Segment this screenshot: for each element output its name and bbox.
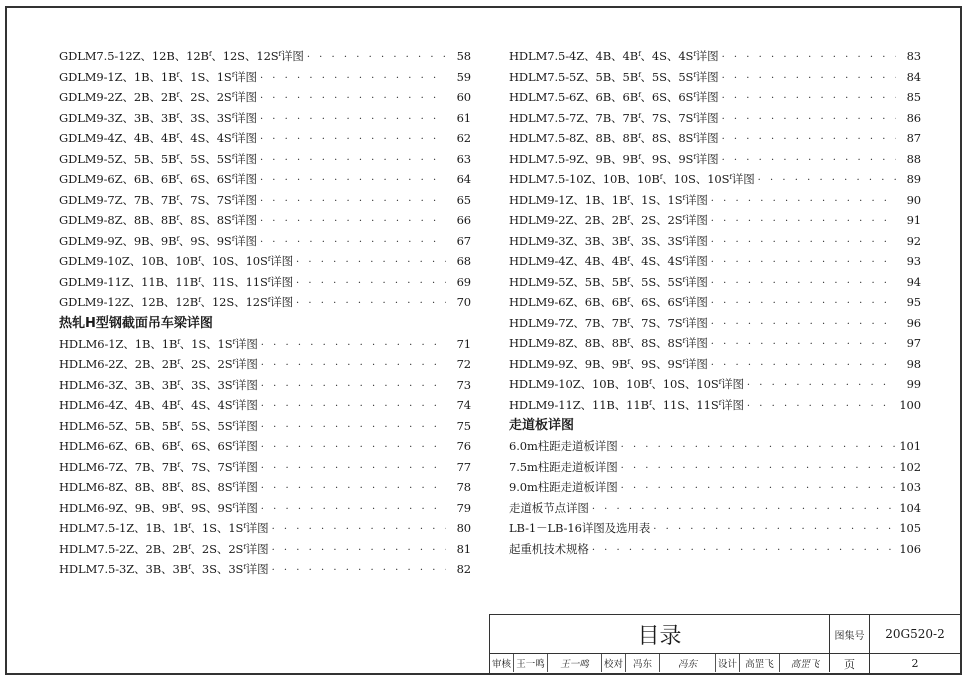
- toc-entry-title: GDLM9-2Z、2B、2Bᶠ、2S、2Sᶠ详图: [59, 90, 257, 104]
- toc-entry-title: HDLM7.5-8Z、8B、8Bᶠ、8S、8Sᶠ详图: [509, 131, 719, 145]
- dot-leader: [296, 294, 446, 315]
- toc-entry-title: HDLM6-6Z、6B、6Bᶠ、6S、6Sᶠ详图: [59, 439, 258, 453]
- toc-entry-page: 59: [456, 69, 471, 84]
- toc-entry-page: 89: [906, 172, 921, 186]
- toc-entry-page: 67: [456, 233, 471, 248]
- dot-leader: [621, 438, 896, 459]
- dot-leader: [260, 69, 446, 90]
- review-role: 审核: [490, 654, 514, 672]
- toc-entry[interactable]: [509, 354, 921, 375]
- toc-entry[interactable]: [509, 333, 921, 354]
- toc-right-column: [509, 46, 921, 559]
- dot-leader: [722, 151, 896, 172]
- toc-entry-page: 58: [456, 49, 471, 63]
- section-heading: 走道板详图: [509, 418, 575, 433]
- dot-leader: [272, 520, 446, 541]
- dot-leader: [711, 356, 896, 377]
- atlas-number-label: 图集号: [830, 615, 870, 654]
- toc-entry-page: 72: [456, 357, 471, 371]
- toc-entry-page: 90: [906, 192, 921, 207]
- toc-entry-title: HDLM7.5-1Z、1B、1Bᶠ、1S、1Sᶠ详图: [59, 521, 269, 535]
- title-block: [489, 614, 960, 673]
- toc-entry[interactable]: [509, 46, 921, 67]
- design-signature: 高罡飞: [790, 659, 820, 670]
- toc-entry-title: HDLM6-7Z、7B、7Bᶠ、7S、7Sᶠ详图: [59, 459, 258, 474]
- toc-entry-page: 75: [456, 418, 471, 433]
- toc-entry-page: 106: [899, 541, 921, 556]
- toc-entry-page: 103: [899, 480, 921, 494]
- toc-entry-page: 84: [906, 69, 921, 84]
- toc-entry[interactable]: [59, 169, 471, 190]
- toc-entry[interactable]: [59, 292, 471, 313]
- dot-leader: [711, 212, 896, 233]
- dot-leader: [711, 315, 896, 336]
- toc-entry[interactable]: [59, 87, 471, 108]
- toc-entry-title: HDLM6-9Z、9B、9Bᶠ、9S、9Sᶠ详图: [59, 500, 258, 515]
- toc-entry-page: 85: [906, 90, 921, 104]
- check-name: 冯东: [626, 654, 660, 672]
- toc-entry-page: 104: [899, 500, 921, 515]
- toc-entry-title: HDLM7.5-7Z、7B、7Bᶠ、7S、7Sᶠ详图: [509, 110, 719, 125]
- page-label: 页: [830, 654, 870, 674]
- dot-leader: [307, 48, 446, 69]
- toc-entry[interactable]: [509, 395, 921, 416]
- toc-entry-title: LB-1－LB-16详图及选用表: [509, 521, 651, 535]
- toc-entry-page: 92: [906, 233, 921, 248]
- toc-entry[interactable]: [509, 518, 921, 539]
- toc-entry-page: 68: [456, 254, 471, 268]
- dot-leader: [261, 438, 446, 459]
- dot-leader: [722, 89, 896, 110]
- toc-entry-title: 走道板节点详图: [509, 500, 589, 515]
- toc-entry-page: 62: [456, 131, 471, 145]
- toc-entry[interactable]: [509, 87, 921, 108]
- toc-entry-title: HDLM7.5-5Z、5B、5Bᶠ、5S、5Sᶠ详图: [509, 69, 719, 84]
- toc-entry-title: HDLM9-6Z、6B、6Bᶠ、6S、6Sᶠ详图: [509, 295, 708, 309]
- dot-leader: [758, 171, 896, 192]
- toc-entry[interactable]: [59, 416, 471, 437]
- toc-entry[interactable]: [59, 149, 471, 170]
- toc-entry-title: HDLM7.5-10Z、10B、10Bᶠ、10S、10Sᶠ详图: [509, 172, 755, 186]
- toc-entry-page: 102: [899, 459, 921, 474]
- dot-leader: [261, 397, 446, 418]
- toc-entry[interactable]: [59, 190, 471, 211]
- toc-entry-title: HDLM9-10Z、10B、10Bᶠ、10S、10Sᶠ详图: [509, 377, 744, 391]
- toc-left-column: [59, 46, 471, 580]
- toc-entry[interactable]: [59, 334, 471, 355]
- dot-leader: [261, 418, 446, 439]
- toc-entry[interactable]: [509, 169, 921, 190]
- dot-leader: [260, 171, 446, 192]
- dot-leader: [272, 541, 446, 562]
- dot-leader: [621, 459, 896, 480]
- dot-leader: [261, 377, 446, 398]
- toc-entry[interactable]: [509, 313, 921, 334]
- toc-entry-title: GDLM9-6Z、6B、6Bᶠ、6S、6Sᶠ详图: [59, 172, 257, 186]
- toc-entry-title: GDLM9-12Z、12B、12Bᶠ、12S、12Sᶠ详图: [59, 295, 294, 309]
- toc-entry[interactable]: [59, 457, 471, 478]
- toc-entry-title: HDLM7.5-9Z、9B、9Bᶠ、9S、9Sᶠ详图: [509, 151, 719, 166]
- toc-entry-title: GDLM9-5Z、5B、5Bᶠ、5S、5Sᶠ详图: [59, 151, 257, 166]
- toc-entry[interactable]: [59, 498, 471, 519]
- dot-leader: [711, 233, 896, 254]
- dot-leader: [272, 561, 446, 582]
- toc-entry[interactable]: [509, 108, 921, 129]
- toc-entry-title: HDLM7.5-2Z、2B、2Bᶠ、2S、2Sᶠ详图: [59, 541, 269, 556]
- toc-entry[interactable]: [59, 108, 471, 129]
- toc-entry-page: 78: [456, 480, 471, 494]
- toc-entry[interactable]: [59, 251, 471, 272]
- toc-entry[interactable]: [509, 128, 921, 149]
- toc-entry[interactable]: [59, 272, 471, 293]
- toc-entry-title: HDLM9-11Z、11B、11Bᶠ、11S、11Sᶠ详图: [509, 397, 744, 412]
- dot-leader: [260, 212, 446, 233]
- toc-entry[interactable]: [509, 272, 921, 293]
- dot-leader: [722, 110, 896, 131]
- dot-leader: [260, 110, 446, 131]
- toc-entry-page: 82: [456, 562, 471, 576]
- dot-leader: [621, 479, 896, 500]
- toc-entry-page: 63: [456, 151, 471, 166]
- toc-entry[interactable]: [509, 477, 921, 498]
- toc-entry-page: 74: [456, 398, 471, 412]
- toc-entry-page: 91: [906, 213, 921, 227]
- dot-leader: [260, 89, 446, 110]
- toc-entry[interactable]: [509, 210, 921, 231]
- toc-entry-page: 83: [906, 49, 921, 63]
- toc-entry-title: HDLM6-1Z、1B、1Bᶠ、1S、1Sᶠ详图: [59, 336, 258, 351]
- dot-leader: [260, 130, 446, 151]
- toc-entry-title: HDLM9-1Z、1B、1Bᶠ、1S、1Sᶠ详图: [509, 192, 708, 207]
- toc-entry-title: 7.5m柱距走道板详图: [509, 459, 618, 474]
- dot-leader: [722, 130, 896, 151]
- toc-entry-title: HDLM9-9Z、9B、9Bᶠ、9S、9Sᶠ详图: [509, 356, 708, 371]
- toc-entry-title: HDLM6-4Z、4B、4Bᶠ、4S、4Sᶠ详图: [59, 398, 258, 412]
- toc-entry-page: 76: [456, 439, 471, 453]
- toc-entry-title: HDLM7.5-3Z、3B、3Bᶠ、3S、3Sᶠ详图: [59, 562, 269, 576]
- toc-entry[interactable]: [509, 457, 921, 478]
- dot-leader: [261, 500, 446, 521]
- toc-entry-title: GDLM9-11Z、11B、11Bᶠ、11S、11Sᶠ详图: [59, 274, 294, 289]
- toc-entry-title: GDLM7.5-12Z、12B、12Bᶠ、12S、12Sᶠ详图: [59, 49, 304, 63]
- dot-leader: [711, 294, 896, 315]
- toc-entry-title: GDLM9-10Z、10B、10Bᶠ、10S、10Sᶠ详图: [59, 254, 294, 268]
- toc-entry-title: HDLM9-5Z、5B、5Bᶠ、5S、5Sᶠ详图: [509, 274, 708, 289]
- toc-entry-page: 69: [456, 274, 471, 289]
- dot-leader: [261, 459, 446, 480]
- signature-row: [490, 654, 830, 672]
- toc-entry-page: 101: [899, 439, 921, 453]
- dot-leader: [261, 336, 446, 357]
- dot-leader: [296, 253, 446, 274]
- toc-entry-title: GDLM9-7Z、7B、7Bᶠ、7S、7Sᶠ详图: [59, 192, 257, 207]
- toc-entry-page: 95: [906, 295, 921, 309]
- toc-entry-page: 96: [906, 315, 921, 330]
- toc-entry-page: 94: [906, 274, 921, 289]
- dot-leader: [261, 479, 446, 500]
- toc-entry-page: 73: [456, 377, 471, 392]
- toc-entry-page: 105: [899, 521, 921, 535]
- dot-leader: [711, 335, 896, 356]
- dot-leader: [722, 69, 896, 90]
- dot-leader: [653, 520, 896, 541]
- dot-leader: [260, 151, 446, 172]
- drawing-sheet: [5, 6, 962, 675]
- toc-entry[interactable]: [59, 67, 471, 88]
- toc-entry-page: 87: [906, 131, 921, 145]
- section-heading: 热轧H型钢截面吊车梁详图: [59, 315, 213, 331]
- toc-entry[interactable]: [59, 559, 471, 580]
- toc-entry-page: 65: [456, 192, 471, 207]
- dot-leader: [747, 376, 896, 397]
- toc-entry-title: GDLM9-3Z、3B、3Bᶠ、3S、3Sᶠ详图: [59, 110, 257, 125]
- toc-entry-title: GDLM9-4Z、4B、4Bᶠ、4S、4Sᶠ详图: [59, 131, 257, 145]
- toc-entry[interactable]: [509, 251, 921, 272]
- dot-leader: [711, 253, 896, 274]
- toc-entry-title: HDLM9-2Z、2B、2Bᶠ、2S、2Sᶠ详图: [509, 213, 708, 227]
- check-signature: 冯东: [660, 654, 716, 672]
- toc-entry-title: HDLM7.5-4Z、4B、4Bᶠ、4S、4Sᶠ详图: [509, 49, 719, 63]
- review-signature: 王一鸣: [548, 654, 602, 672]
- dot-leader: [261, 356, 446, 377]
- toc-entry[interactable]: [59, 477, 471, 498]
- toc-entry-page: 98: [906, 356, 921, 371]
- toc-entry[interactable]: [59, 518, 471, 539]
- toc-entry-title: HDLM9-3Z、3B、3Bᶠ、3S、3Sᶠ详图: [509, 233, 708, 248]
- toc-entry-title: HDLM7.5-6Z、6B、6Bᶠ、6S、6Sᶠ详图: [509, 90, 719, 104]
- toc-entry[interactable]: [59, 375, 471, 396]
- toc-entry-page: 80: [456, 521, 471, 535]
- toc-entry-title: 起重机技术规格: [509, 541, 589, 556]
- toc-entry[interactable]: [59, 354, 471, 375]
- toc-entry-page: 66: [456, 213, 471, 227]
- toc-entry-page: 81: [456, 541, 471, 556]
- toc-entry[interactable]: [59, 436, 471, 457]
- check-role: 校对: [602, 654, 626, 672]
- dot-leader: [592, 541, 896, 562]
- atlas-number: 20G520-2: [870, 615, 961, 654]
- dot-leader: [296, 274, 446, 295]
- toc-entry-title: HDLM6-5Z、5B、5Bᶠ、5S、5Sᶠ详图: [59, 418, 258, 433]
- review-name: 王一鸣: [514, 654, 548, 672]
- toc-entry-page: 88: [906, 151, 921, 166]
- toc-entry-title: 6.0m柱距走道板详图: [509, 439, 618, 453]
- toc-entry-page: 77: [456, 459, 471, 474]
- toc-entry[interactable]: [509, 149, 921, 170]
- dot-leader: [260, 192, 446, 213]
- toc-entry[interactable]: [59, 231, 471, 252]
- toc-entry[interactable]: [59, 46, 471, 67]
- toc-entry[interactable]: [59, 539, 471, 560]
- toc-entry-page: 79: [456, 500, 471, 515]
- toc-entry-title: HDLM9-7Z、7B、7Bᶠ、7S、7Sᶠ详图: [509, 315, 708, 330]
- toc-entry-title: HDLM9-8Z、8B、8Bᶠ、8S、8Sᶠ详图: [509, 336, 708, 350]
- toc-entry-page: 100: [899, 397, 921, 412]
- toc-entry[interactable]: [509, 292, 921, 313]
- toc-entry-title: GDLM9-9Z、9B、9Bᶠ、9S、9Sᶠ详图: [59, 233, 257, 248]
- design-role: 设计: [716, 654, 740, 672]
- toc-entry-title: HDLM6-3Z、3B、3Bᶠ、3S、3Sᶠ详图: [59, 377, 258, 392]
- toc-entry[interactable]: [59, 210, 471, 231]
- toc-entry-page: 86: [906, 110, 921, 125]
- page-number: 2: [870, 654, 961, 674]
- toc-entry-page: 97: [906, 336, 921, 350]
- dot-leader: [711, 274, 896, 295]
- dot-leader: [592, 500, 896, 521]
- toc-entry[interactable]: [509, 436, 921, 457]
- toc-entry[interactable]: [509, 190, 921, 211]
- toc-entry[interactable]: [509, 498, 921, 519]
- toc-entry-title: GDLM9-1Z、1B、1Bᶠ、1S、1Sᶠ详图: [59, 69, 257, 84]
- toc-entry-title: HDLM9-4Z、4B、4Bᶠ、4S、4Sᶠ详图: [509, 254, 708, 268]
- toc-entry-page: 60: [456, 90, 471, 104]
- toc-entry[interactable]: [509, 374, 921, 395]
- dot-leader: [711, 192, 896, 213]
- toc-entry-page: 99: [906, 377, 921, 391]
- toc-entry-page: 70: [456, 295, 471, 309]
- toc-entry-page: 71: [456, 336, 471, 351]
- toc-entry[interactable]: [509, 67, 921, 88]
- document-title: 目录: [490, 615, 830, 654]
- toc-entry-page: 61: [456, 110, 471, 125]
- dot-leader: [722, 48, 896, 69]
- toc-entry-page: 64: [456, 172, 471, 186]
- toc-entry-page: 93: [906, 254, 921, 268]
- toc-entry[interactable]: [59, 128, 471, 149]
- dot-leader: [747, 397, 896, 418]
- design-name: 高罡飞: [740, 654, 780, 672]
- dot-leader: [260, 233, 446, 254]
- toc-entry-title: HDLM6-8Z、8B、8Bᶠ、8S、8Sᶠ详图: [59, 480, 258, 494]
- toc-entry-title: HDLM6-2Z、2B、2Bᶠ、2S、2Sᶠ详图: [59, 357, 258, 371]
- toc-entry[interactable]: [509, 539, 921, 560]
- toc-entry-title: GDLM9-8Z、8B、8Bᶠ、8S、8Sᶠ详图: [59, 213, 257, 227]
- toc-entry-title: 9.0m柱距走道板详图: [509, 480, 618, 494]
- toc-entry[interactable]: [59, 395, 471, 416]
- toc-entry[interactable]: [509, 231, 921, 252]
